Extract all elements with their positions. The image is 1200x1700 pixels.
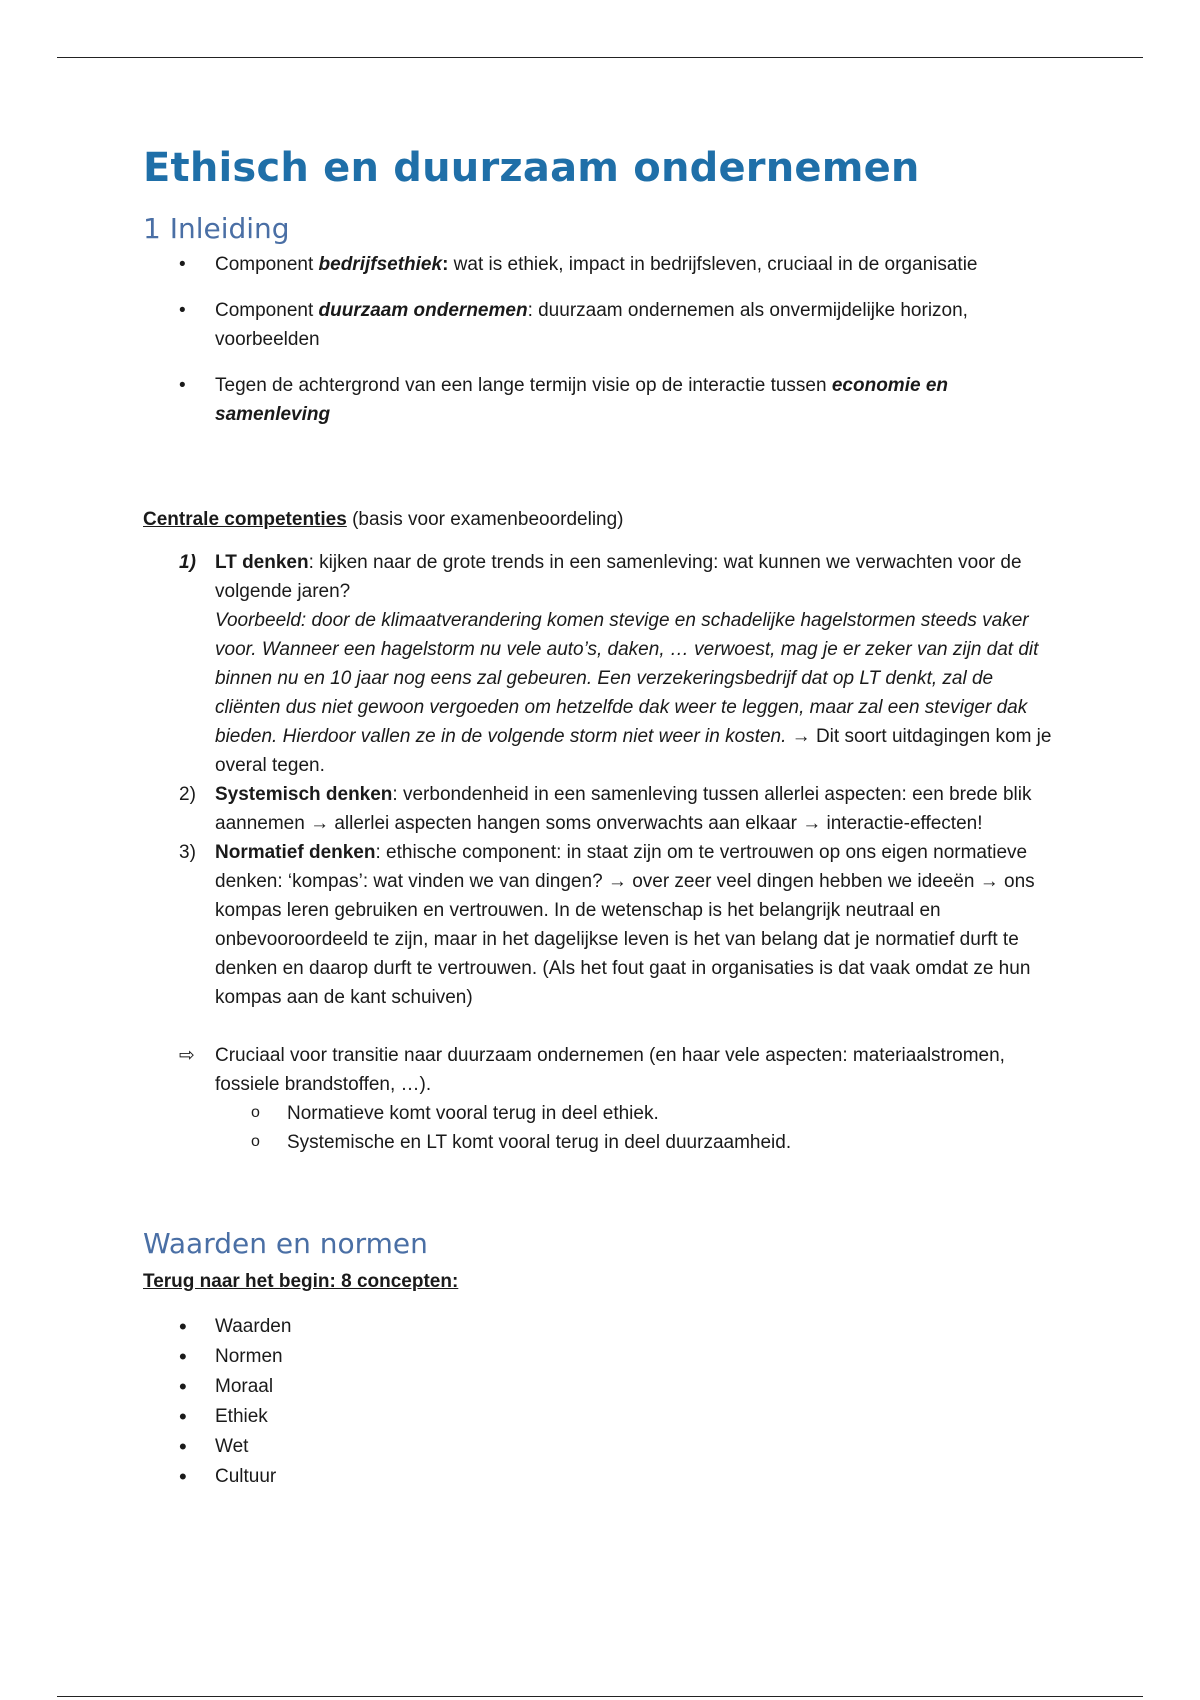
bullet-marker: •: [179, 1404, 187, 1429]
list-item: 1) LT denken: kijken naar de grote trends in een samenleving: wat kunnen we verwachten voor de volgende jaren? Voorbeeld: door de klimaatverandering komen stevige en schadelijke hagelstormen steeds vaker voor. Wanneer een hagelstorm nu vele auto’s, daken, … verwoest, mag je er zeker van zijn dat dit binnen nu en 10 jaar nog eens zal gebeuren. Een verzekeringsbedrijf dat op LT denkt, zal de cliënten dus niet gewoon vergoeden om hetzelfde dak weer te leggen, maar zal een steviger dak bieden. Hierdoor vallen ze in de volgende storm niet weer in kosten. → Dit soort uitdagingen kom je overal tegen.: [143, 548, 1063, 780]
top-rule: [57, 57, 1143, 58]
example-text: Voorbeeld: door de klimaatverandering komen stevige en schadelijke hagelstormen steeds vaker voor. Wanneer een hagelstorm nu vele auto’s, daken, … verwoest, mag je er zeker van zijn dat dit binnen nu en 10 jaar nog eens zal gebeuren. Een verzekeringsbedrijf dat op LT denkt, zal de cliënten dus niet gewoon vergoeden om hetzelfde dak weer te leggen, maar zal een steviger dak bieden. Hierdoor vallen ze in de volgende storm niet weer in kosten.: [215, 610, 1039, 747]
arrow-icon: ⇨: [179, 1045, 195, 1066]
bullet-marker: •: [179, 254, 186, 275]
bottom-rule: [57, 1696, 1143, 1697]
list-item: • Moraal: [143, 1372, 1063, 1402]
bullet-marker: •: [179, 1344, 187, 1369]
inleiding-list: [143, 250, 1063, 429]
list-item: • Ethiek: [143, 1402, 1063, 1432]
bullet-marker: •: [179, 1314, 187, 1339]
bullet-marker: •: [179, 300, 186, 321]
list-item: • Tegen de achtergrond van een lange termijn visie op de interactie tussen economie en samenleving: [143, 371, 1063, 429]
list-item: • Component duurzaam ondernemen: duurzaam ondernemen als onvermijdelijke horizon, voorbeelden: [143, 296, 1063, 354]
list-number: 1): [179, 552, 196, 573]
document-body: [143, 138, 1063, 1492]
circle-bullet-icon: o: [251, 1104, 260, 1121]
bullet-marker: •: [179, 1434, 187, 1459]
conclusion-text: Cruciaal voor transitie naar duurzaam ondernemen (en haar vele aspecten: materiaalstromen, fossiele brandstoffen, …).: [215, 1045, 1005, 1095]
section-heading-waarden: Waarden en normen: [143, 1227, 428, 1260]
conclusion-block: [143, 1041, 1063, 1099]
concepts-list: [143, 1312, 1063, 1492]
list-item: • Component bedrijfsethiek: wat is ethiek, impact in bedrijfsleven, cruciaal in de organisatie: [143, 250, 1063, 279]
bullet-marker: •: [179, 375, 186, 396]
list-item: o Normatieve komt vooral terug in deel ethiek.: [143, 1099, 1063, 1128]
bullet-marker: •: [179, 1374, 187, 1399]
list-item: • Wet: [143, 1432, 1063, 1462]
competencies-list: [143, 548, 1063, 1012]
section-heading-inleiding: 1 Inleiding: [143, 212, 290, 245]
list-item: • Normen: [143, 1342, 1063, 1372]
competencies-heading: Centrale competenties (basis voor examenbeoordeling): [143, 509, 624, 530]
list-item: o Systemische en LT komt vooral terug in deel duurzaamheid.: [143, 1128, 1063, 1157]
page-title: Ethisch en duurzaam ondernemen: [143, 145, 920, 191]
bullet-marker: •: [179, 1464, 187, 1489]
list-item: • Cultuur: [143, 1462, 1063, 1492]
list-item: 3) Normatief denken: ethische component: in staat zijn om te vertrouwen op ons eigen normatieve denken: ‘kompas’: wat vinden we van dingen? → over zeer veel dingen hebben we ideeën → ons kompas leren gebruiken en vertrouwen. In de wetenschap is het belangrijk neutraal en onbevooroordeeld te zijn, maar in het dagelijkse leven is het van belang dat je normatief durft te denken en daarop durft te vertrouwen. (Als het fout gaat in organisaties is dat vaak omdat ze hun kompas aan de kant schuiven): [143, 838, 1063, 1012]
conclusion-sublist: [143, 1099, 1063, 1157]
list-item: 2) Systemisch denken: verbondenheid in een samenleving tussen allerlei aspecten: een brede blik aannemen → allerlei aspecten hangen soms onverwachts aan elkaar → interactie-effecten!: [143, 780, 1063, 838]
concepts-heading: Terug naar het begin: 8 concepten:: [143, 1271, 459, 1292]
list-item: • Waarden: [143, 1312, 1063, 1342]
list-number: 3): [179, 842, 196, 863]
circle-bullet-icon: o: [251, 1133, 260, 1150]
list-number: 2): [179, 784, 196, 805]
